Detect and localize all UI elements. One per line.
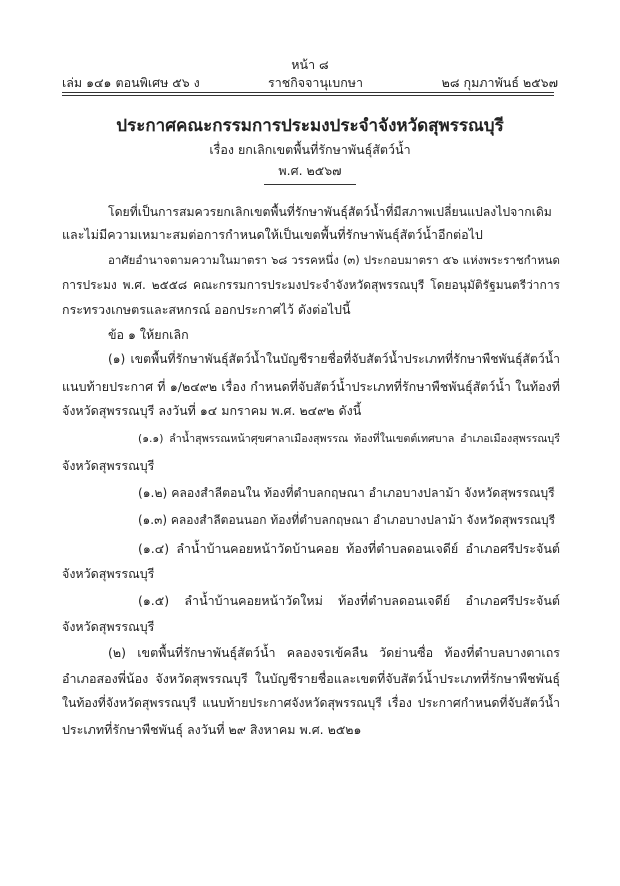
gazette-name: ราชกิจจานุเบกษา <box>268 75 364 90</box>
title-separator <box>264 184 356 185</box>
header-rule-top <box>62 92 554 93</box>
body-line: การประมง พ.ศ. ๒๕๕๘ คณะกรรมการประมงประจำจังหวัดสุพรรณบุรี โดยอนุมัติรัฐมนตรีว่าการ <box>62 278 560 292</box>
body-line: กระทรวงเกษตรและสหกรณ์ ออกประกาศไว้ ดังต่อไปนี้ <box>62 302 351 317</box>
body-line: (๑.๓) คลองสำลีตอนนอก ท้องที่ตำบลกฤษณา อำเภอบางปลาม้า จังหวัดสุพรรณบุรี <box>138 513 556 527</box>
gazette-date: ๒๘ กุมภาพันธ์ ๒๕๖๗ <box>441 75 558 90</box>
body-line: (๑.๑) ลำน้ำสุพรรณหน้าศุขศาลาเมืองสุพรรณ ท้องที่ในเขตต์เทศบาล อำเภอเมืองสุพรรณบุรี <box>138 432 560 445</box>
header-rule-bottom <box>62 95 554 96</box>
body-line: อาศัยอำนาจตามความในมาตรา ๖๘ วรรคหนึ่ง (๓) ประกอบมาตรา ๕๖ แห่งพระราชกำหนด <box>108 253 560 267</box>
body-line: จังหวัดสุพรรณบุรี <box>62 458 155 473</box>
body-line: โดยที่เป็นการสมควรยกเลิกเขตพื้นที่รักษาพันธุ์สัตว์น้ำที่มีสภาพเปลี่ยนแปลงไปจากเดิม <box>108 205 552 219</box>
announcement-year: พ.ศ. ๒๕๖๗ <box>278 163 342 178</box>
body-line: (๑) เขตพื้นที่รักษาพันธุ์สัตว์น้ำในบัญชีรายชื่อที่จับสัตว์น้ำประเภทที่รักษาพืชพันธุ์สัตว์น้ำ <box>108 352 560 366</box>
gazette-book-issue: เล่ม ๑๔๑ ตอนพิเศษ ๕๖ ง <box>62 75 200 90</box>
body-line: (๑.๕) ลำน้ำบ้านคอยหน้าวัดใหม่ ท้องที่ตำบลดอนเจดีย์ อำเภอศรีประจันต์ <box>138 593 560 608</box>
announcement-title: ประกาศคณะกรรมการประมงประจำจังหวัดสุพรรณบุรี <box>116 116 504 136</box>
body-line: (๒) เขตพื้นที่รักษาพันธุ์สัตว์น้ำ คลองจรเข้คลืน วัดย่านซื่อ ท้องที่ตำบลบางตาเถร <box>108 645 560 660</box>
body-line: อำเภอสองพี่น้อง จังหวัดสุพรรณบุรี ในบัญชีรายชื่อและเขตที่จับสัตว์น้ำประเภทที่รักษาพืชพันธุ์ <box>62 671 560 686</box>
body-line: จังหวัดสุพรรณบุรี ลงวันที่ ๑๔ มกราคม พ.ศ. ๒๔๙๒ ดังนี้ <box>62 403 362 418</box>
body-line: (๑.๔) ลำน้ำบ้านคอยหน้าวัดบ้านคอย ท้องที่ตำบลดอนเจดีย์ อำเภอศรีประจันต์ <box>138 541 560 556</box>
body-line: จังหวัดสุพรรณบุรี <box>62 619 155 634</box>
body-line: (๑.๒) คลองสำลีตอนใน ท้องที่ตำบลกฤษณา อำเภอบางปลาม้า จังหวัดสุพรรณบุรี <box>138 486 555 500</box>
body-line: จังหวัดสุพรรณบุรี <box>62 566 155 581</box>
body-line: ในท้องที่จังหวัดสุพรรณบุรี แนบท้ายประกาศจังหวัดสุพรรณบุรี เรื่อง ประกาศกำหนดที่จับสัตว์น้ำ <box>62 696 560 710</box>
body-line: แนบท้ายประกาศ ที่ ๑/๒๔๙๒ เรื่อง กำหนดที่จับสัตว์น้ำประเภทที่รักษาพืชพันธุ์สัตว์น้ำ ในท้องที่ <box>62 379 560 394</box>
page-number: หน้า ๘ <box>291 57 329 72</box>
clause-heading: ข้อ ๑ ให้ยกเลิก <box>108 327 189 342</box>
body-line: และไม่มีความเหมาะสมต่อการกำหนดให้เป็นเขตพื้นที่รักษาพันธุ์สัตว์น้ำอีกต่อไป <box>62 227 483 242</box>
announcement-subject: เรื่อง ยกเลิกเขตพื้นที่รักษาพันธุ์สัตว์น้ำ <box>209 142 411 157</box>
body-line: ประเภทที่รักษาพืชพันธุ์ ลงวันที่ ๒๙ สิงหาคม พ.ศ. ๒๕๒๑ <box>62 722 362 737</box>
